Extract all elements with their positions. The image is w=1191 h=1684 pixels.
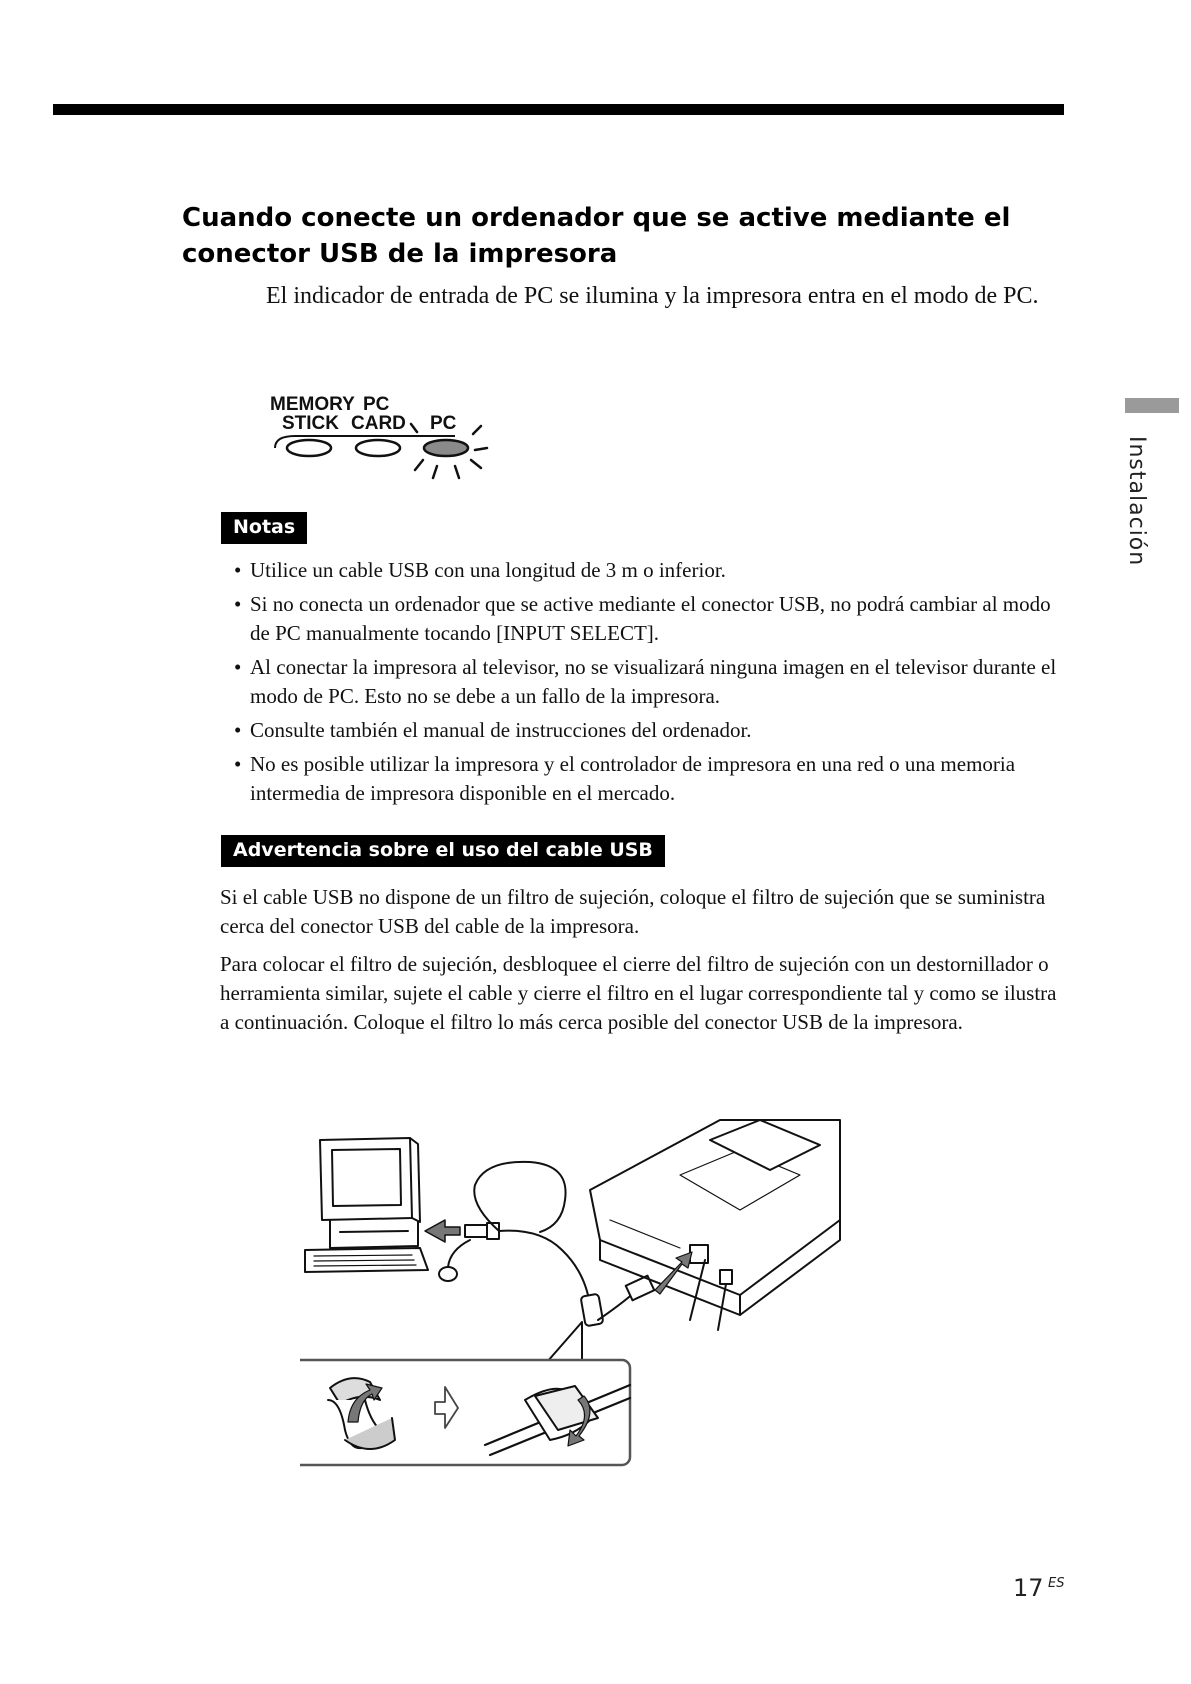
input-indicator-illustration	[265, 392, 495, 488]
warning-paragraph-1: Si el cable USB no dispone de un filtro de sujeción, coloque el filtro de sujeción que se suministra cerca del conector USB del cable de la impresora.	[220, 885, 1046, 938]
memory-stick-label-line2: STICK	[282, 413, 339, 434]
usb-connection-diagram	[300, 1100, 900, 1470]
pc-card-label-line1: PC	[363, 394, 390, 415]
note-item: • No es posible utilizar la impresora y el controlador de impresora en una red o una memoria intermedia de impresora disponible en el mercado.	[232, 750, 1062, 808]
section-title: Cuando conecte un ordenador que se active mediante el conector USB de la impresora	[182, 203, 1011, 269]
note-item: • Al conectar la impresora al televisor, no se visualizará ninguna imagen en el televisor durante el modo de PC. Esto no se debe a un fallo de la impresora.	[232, 653, 1062, 711]
notes-list	[232, 556, 1062, 813]
note-item: • Si no conecta un ordenador que se active mediante el conector USB, no podrá cambiar al modo de PC manualmente tocando [INPUT SELECT].	[232, 590, 1062, 648]
page-lang-suffix: ES	[1048, 1576, 1065, 1591]
memory-stick-label-line1: MEMORY	[270, 394, 355, 415]
memory-stick-led	[287, 440, 331, 456]
pc-led-lit	[424, 440, 468, 456]
side-tab-marker	[1125, 398, 1179, 413]
side-tab-label: Instalación	[1124, 436, 1149, 567]
page-number: 17	[1013, 1574, 1044, 1602]
note-item: • Utilice un cable USB con una longitud de 3 m o inferior.	[232, 556, 1062, 585]
pc-card-led	[356, 440, 400, 456]
computer-icon	[305, 1138, 470, 1281]
warning-heading: Advertencia sobre el uso del cable USB	[221, 835, 665, 867]
notes-heading: Notas	[221, 512, 307, 544]
pc-label: PC	[430, 413, 457, 434]
top-rule	[53, 104, 1064, 115]
warning-paragraph-2: Para colocar el filtro de sujeción, desbloquee el cierre del filtro de sujeción con un destornillador o herramienta similar, sujete el cable y cierre el filtro en el lugar correspondiente tal y como se ilustra a continuación. Coloque el filtro lo más cerca posible del conector USB de la impresora.	[220, 952, 1057, 1034]
intro-text: El indicador de entrada de PC se ilumina y la impresora entra en el modo de PC.	[266, 283, 1039, 309]
pc-card-label-line2: CARD	[351, 413, 406, 434]
plug-in-arrow-icon	[425, 1220, 460, 1242]
note-item: • Consulte también el manual de instrucciones del ordenador.	[232, 716, 1062, 745]
